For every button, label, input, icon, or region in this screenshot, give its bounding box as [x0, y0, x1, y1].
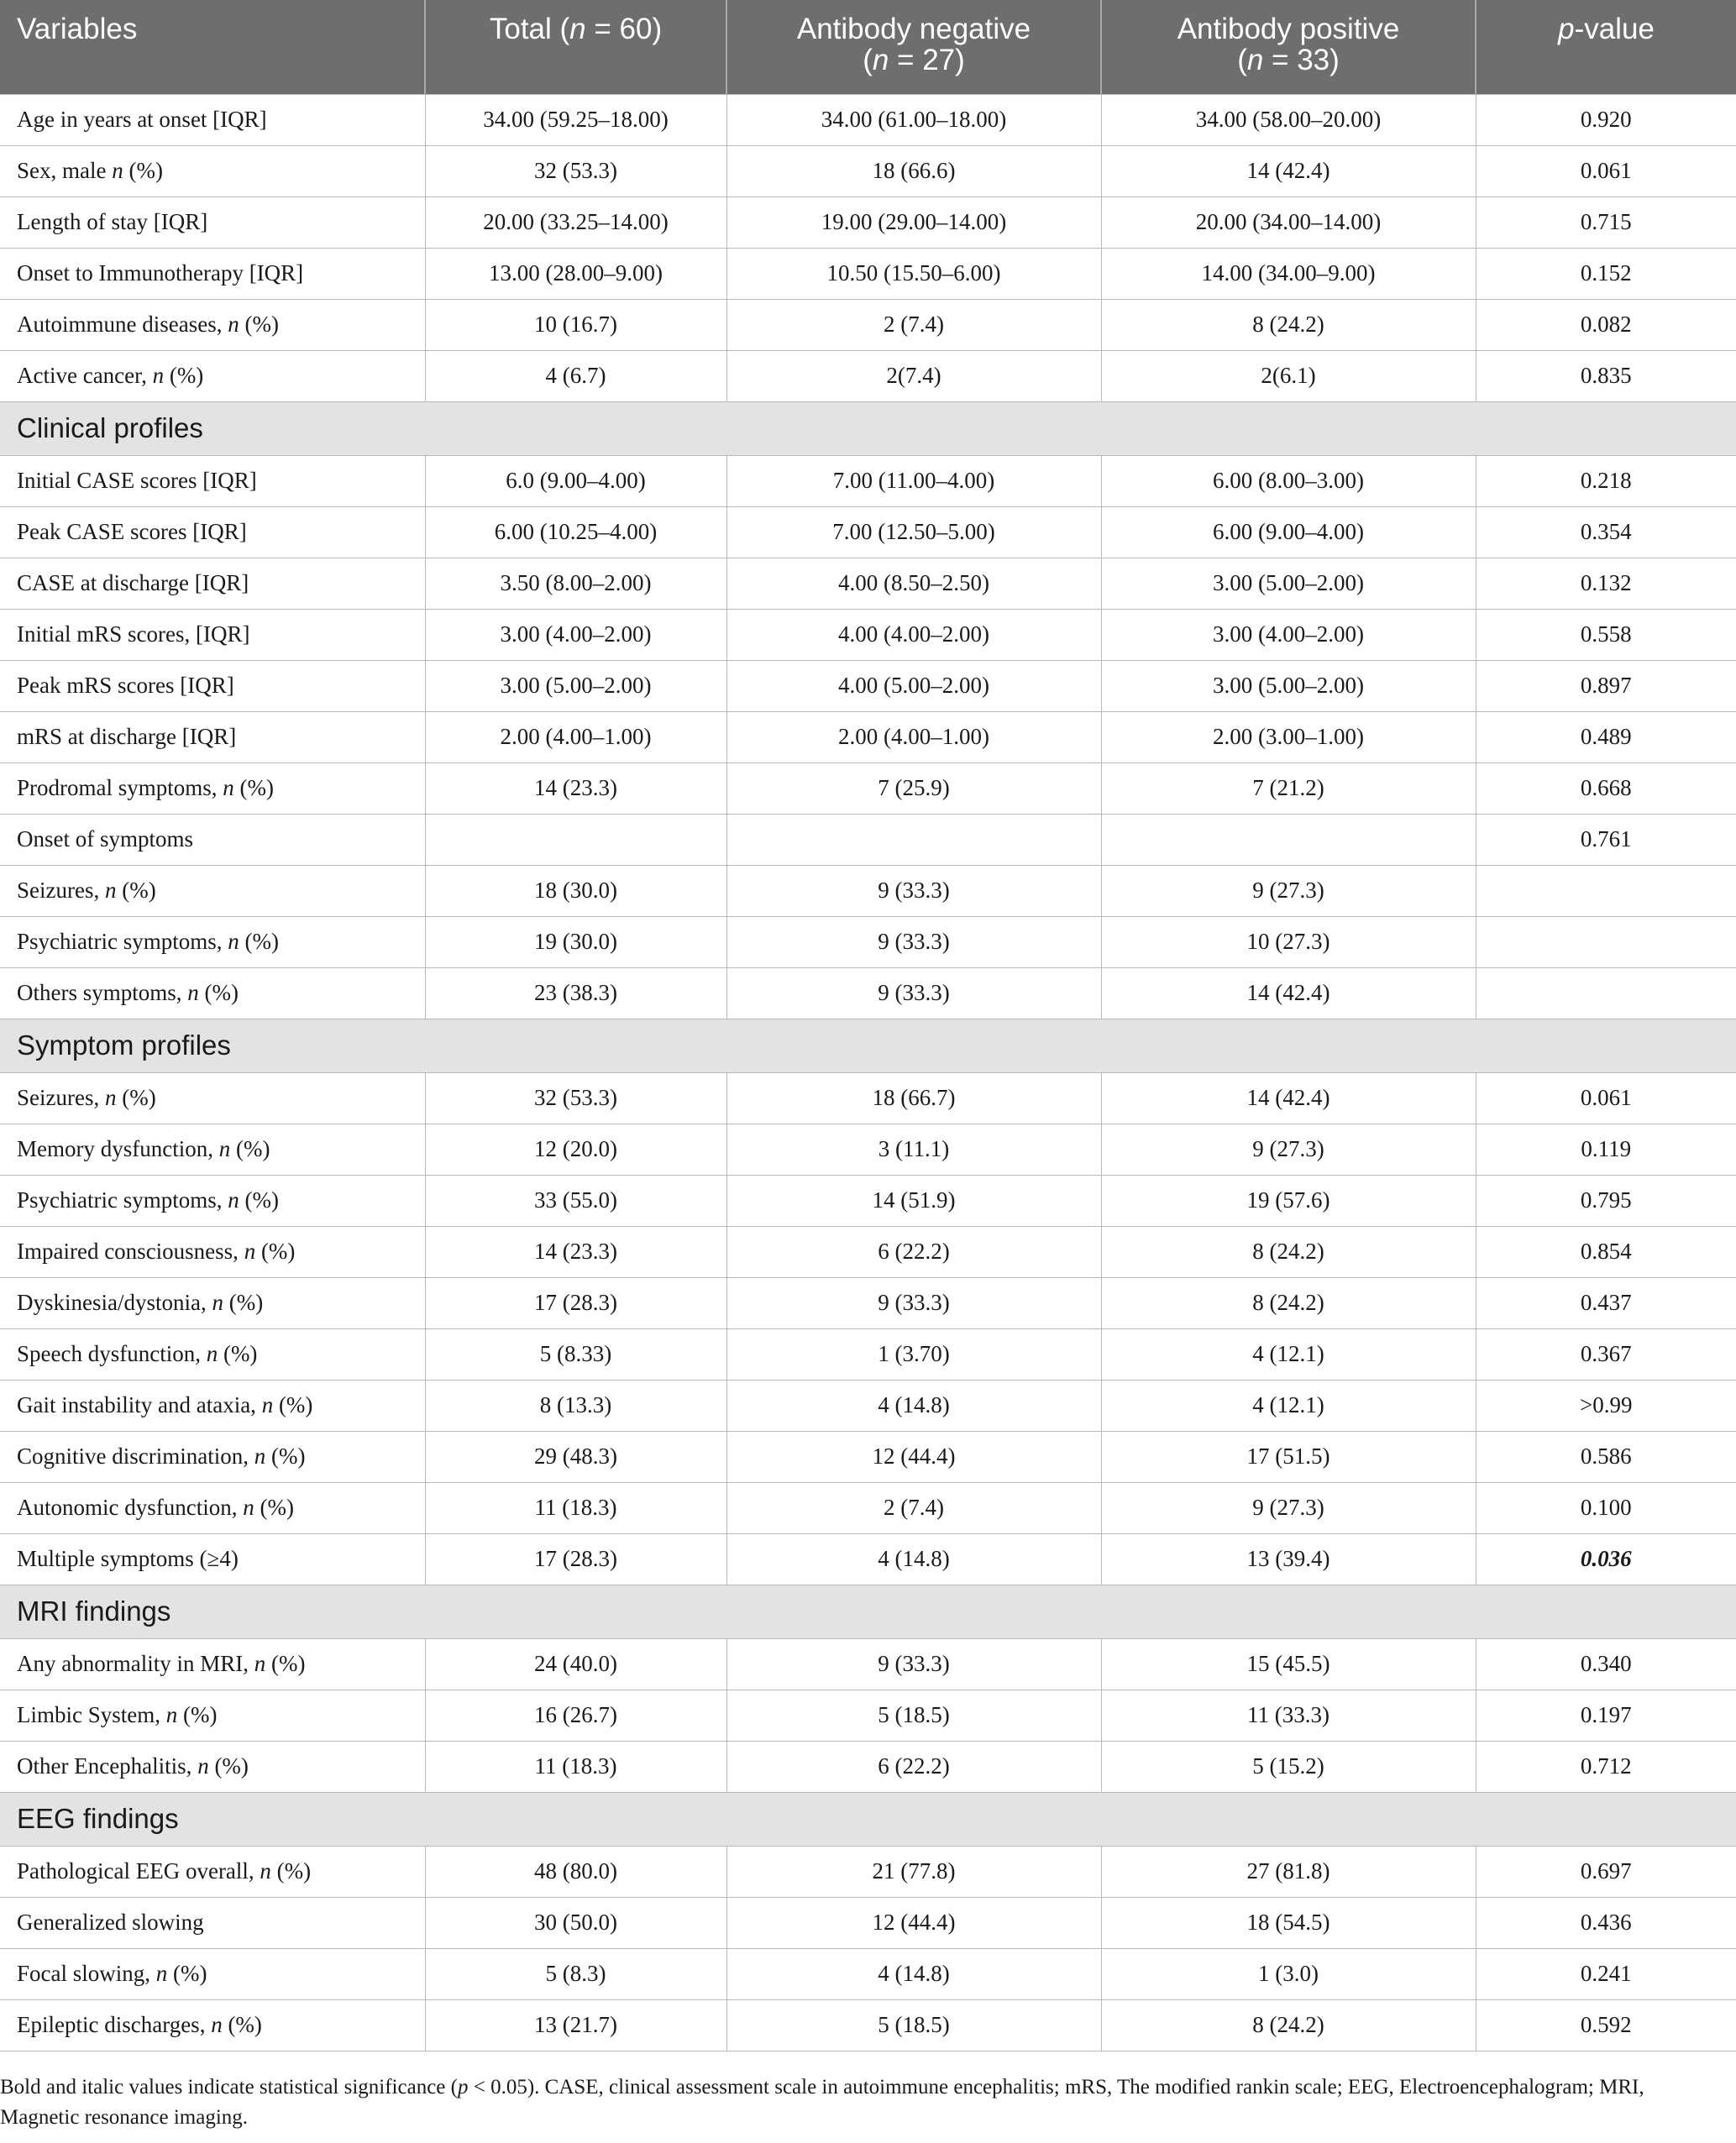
cell-antibody-positive: 3.00 (5.00–2.00): [1101, 660, 1476, 711]
cell-p-value: 0.218: [1476, 455, 1736, 506]
cell-p-value: [1476, 967, 1736, 1019]
cell-total: 3.00 (4.00–2.00): [425, 609, 726, 660]
cell-antibody-negative: [726, 814, 1101, 865]
cell-p-value: [1476, 916, 1736, 967]
cell-antibody-negative: 7.00 (12.50–5.00): [726, 506, 1101, 558]
table-row: [0, 1638, 1736, 1690]
cell-antibody-positive: 8 (24.2): [1101, 1999, 1476, 2051]
cell-antibody-negative: 4.00 (5.00–2.00): [726, 660, 1101, 711]
row-label: Multiple symptoms (≥4): [0, 1533, 425, 1585]
row-label: Epileptic discharges, n (%): [0, 1999, 425, 2051]
cell-antibody-negative: 4 (14.8): [726, 1533, 1101, 1585]
cell-antibody-positive: 9 (27.3): [1101, 865, 1476, 916]
cell-antibody-positive: 14 (42.4): [1101, 967, 1476, 1019]
row-label: Seizures, n (%): [0, 1072, 425, 1124]
cell-p-value: 0.668: [1476, 762, 1736, 814]
cell-antibody-positive: 11 (33.3): [1101, 1690, 1476, 1741]
table-row: [0, 506, 1736, 558]
cell-antibody-positive: 18 (54.5): [1101, 1897, 1476, 1948]
row-label: Initial mRS scores, [IQR]: [0, 609, 425, 660]
cell-p-value: 0.436: [1476, 1897, 1736, 1948]
cell-total: 11 (18.3): [425, 1741, 726, 1792]
cell-p-value: 0.715: [1476, 196, 1736, 248]
cell-total: 6.0 (9.00–4.00): [425, 455, 726, 506]
cell-total: 24 (40.0): [425, 1638, 726, 1690]
cell-antibody-positive: 14 (42.4): [1101, 1072, 1476, 1124]
table-footnote: Bold and italic values indicate statistical significance (p < 0.05). CASE, clinical assessment scale in autoimmune encephalitis; mRS, The modified rankin scale; EEG, Electroencephalogram; MRI, Magnetic resonance imaging.: [0, 2076, 1644, 2129]
cell-p-value: 0.712: [1476, 1741, 1736, 1792]
row-label: Onset of symptoms: [0, 814, 425, 865]
cell-antibody-negative: 9 (33.3): [726, 865, 1101, 916]
header-total: Total (n = 60): [425, 0, 726, 94]
cell-total: 34.00 (59.25–18.00): [425, 94, 726, 145]
cell-antibody-positive: 9 (27.3): [1101, 1482, 1476, 1533]
cell-p-value: 0.100: [1476, 1482, 1736, 1533]
cell-p-value: 0.437: [1476, 1277, 1736, 1328]
cell-antibody-positive: 14 (42.4): [1101, 145, 1476, 196]
cell-antibody-negative: 19.00 (29.00–14.00): [726, 196, 1101, 248]
header-p-value: p-value: [1476, 0, 1736, 94]
cell-antibody-positive: 20.00 (34.00–14.00): [1101, 196, 1476, 248]
cell-total: 33 (55.0): [425, 1175, 726, 1226]
row-label: Autoimmune diseases, n (%): [0, 299, 425, 350]
table-row: [0, 1690, 1736, 1741]
table-row: [0, 916, 1736, 967]
cell-antibody-negative: 12 (44.4): [726, 1897, 1101, 1948]
cell-p-value: 0.082: [1476, 299, 1736, 350]
row-label: Peak mRS scores [IQR]: [0, 660, 425, 711]
cell-p-value: 0.835: [1476, 350, 1736, 401]
table-header: [0, 0, 1736, 94]
cell-total: 6.00 (10.25–4.00): [425, 506, 726, 558]
row-label: CASE at discharge [IQR]: [0, 558, 425, 609]
row-label: mRS at discharge [IQR]: [0, 711, 425, 762]
row-label: Other Encephalitis, n (%): [0, 1741, 425, 1792]
row-label: Seizures, n (%): [0, 865, 425, 916]
header-row: [0, 0, 1736, 94]
section-label: EEG findings: [0, 1792, 1736, 1846]
table-row: [0, 1328, 1736, 1380]
row-label: Focal slowing, n (%): [0, 1948, 425, 1999]
cell-antibody-negative: 3 (11.1): [726, 1124, 1101, 1175]
cell-antibody-negative: 4.00 (4.00–2.00): [726, 609, 1101, 660]
table-row: [0, 1741, 1736, 1792]
cell-antibody-negative: 4 (14.8): [726, 1948, 1101, 1999]
cell-antibody-positive: 8 (24.2): [1101, 299, 1476, 350]
table-row: [0, 814, 1736, 865]
cell-p-value: >0.99: [1476, 1380, 1736, 1431]
cell-antibody-negative: 6 (22.2): [726, 1741, 1101, 1792]
cell-antibody-negative: 2 (7.4): [726, 299, 1101, 350]
cell-total: 13 (21.7): [425, 1999, 726, 2051]
table-row: [0, 145, 1736, 196]
table-row: [0, 967, 1736, 1019]
row-label: Any abnormality in MRI, n (%): [0, 1638, 425, 1690]
table-row: [0, 350, 1736, 401]
cell-antibody-negative: 34.00 (61.00–18.00): [726, 94, 1101, 145]
row-label: Limbic System, n (%): [0, 1690, 425, 1741]
row-label: Impaired consciousness, n (%): [0, 1226, 425, 1277]
cell-antibody-positive: 7 (21.2): [1101, 762, 1476, 814]
table-row: [0, 1226, 1736, 1277]
cell-total: 18 (30.0): [425, 865, 726, 916]
cell-p-value: 0.061: [1476, 1072, 1736, 1124]
row-label: Speech dysfunction, n (%): [0, 1328, 425, 1380]
row-label: Psychiatric symptoms, n (%): [0, 1175, 425, 1226]
row-label: Generalized slowing: [0, 1897, 425, 1948]
cell-antibody-positive: 3.00 (5.00–2.00): [1101, 558, 1476, 609]
table-row: [0, 711, 1736, 762]
cell-antibody-negative: 5 (18.5): [726, 1690, 1101, 1741]
cell-antibody-negative: 7.00 (11.00–4.00): [726, 455, 1101, 506]
cell-total: 12 (20.0): [425, 1124, 726, 1175]
cell-antibody-negative: 21 (77.8): [726, 1846, 1101, 1897]
cell-antibody-positive: 34.00 (58.00–20.00): [1101, 94, 1476, 145]
table-row: [0, 1948, 1736, 1999]
table-row: [0, 1124, 1736, 1175]
cell-antibody-positive: 2.00 (3.00–1.00): [1101, 711, 1476, 762]
cell-antibody-negative: 9 (33.3): [726, 1277, 1101, 1328]
cell-total: 3.00 (5.00–2.00): [425, 660, 726, 711]
cell-total: 19 (30.0): [425, 916, 726, 967]
header-variables: Variables: [0, 0, 425, 94]
cell-antibody-positive: [1101, 814, 1476, 865]
cell-p-value: 0.489: [1476, 711, 1736, 762]
cell-total: 16 (26.7): [425, 1690, 726, 1741]
cell-total: 23 (38.3): [425, 967, 726, 1019]
section-header-row: [0, 401, 1736, 455]
section-label: MRI findings: [0, 1585, 1736, 1638]
section-header-row: [0, 1019, 1736, 1072]
row-label: Dyskinesia/dystonia, n (%): [0, 1277, 425, 1328]
cell-p-value: 0.920: [1476, 94, 1736, 145]
table-row: [0, 248, 1736, 299]
header-antibody-positive: Antibody positive (n = 33): [1101, 0, 1476, 94]
cell-p-value: 0.340: [1476, 1638, 1736, 1690]
cell-total: 14 (23.3): [425, 1226, 726, 1277]
cell-p-value: 0.197: [1476, 1690, 1736, 1741]
table-row: [0, 1175, 1736, 1226]
cell-total: 30 (50.0): [425, 1897, 726, 1948]
section-label: Clinical profiles: [0, 401, 1736, 455]
cell-p-value: 0.897: [1476, 660, 1736, 711]
cell-antibody-positive: 2(6.1): [1101, 350, 1476, 401]
cell-total: 3.50 (8.00–2.00): [425, 558, 726, 609]
row-label: Length of stay [IQR]: [0, 196, 425, 248]
cell-total: 14 (23.3): [425, 762, 726, 814]
cell-antibody-positive: 10 (27.3): [1101, 916, 1476, 967]
cell-p-value: 0.132: [1476, 558, 1736, 609]
cell-p-value: 0.592: [1476, 1999, 1736, 2051]
cell-antibody-positive: 6.00 (8.00–3.00): [1101, 455, 1476, 506]
cell-antibody-positive: 15 (45.5): [1101, 1638, 1476, 1690]
cell-total: 8 (13.3): [425, 1380, 726, 1431]
cell-antibody-positive: 9 (27.3): [1101, 1124, 1476, 1175]
cell-total: 17 (28.3): [425, 1533, 726, 1585]
table-row: [0, 609, 1736, 660]
cell-antibody-negative: 2(7.4): [726, 350, 1101, 401]
cell-antibody-positive: 17 (51.5): [1101, 1431, 1476, 1482]
cell-antibody-negative: 7 (25.9): [726, 762, 1101, 814]
cell-antibody-positive: 14.00 (34.00–9.00): [1101, 248, 1476, 299]
cell-total: 2.00 (4.00–1.00): [425, 711, 726, 762]
row-label: Sex, male n (%): [0, 145, 425, 196]
cell-antibody-positive: 6.00 (9.00–4.00): [1101, 506, 1476, 558]
cell-p-value: 0.036: [1476, 1533, 1736, 1585]
row-label: Peak CASE scores [IQR]: [0, 506, 425, 558]
cell-antibody-negative: 9 (33.3): [726, 916, 1101, 967]
cell-total: [425, 814, 726, 865]
cell-p-value: 0.367: [1476, 1328, 1736, 1380]
cell-p-value: 0.558: [1476, 609, 1736, 660]
cell-antibody-negative: 18 (66.7): [726, 1072, 1101, 1124]
row-label: Psychiatric symptoms, n (%): [0, 916, 425, 967]
cell-antibody-negative: 10.50 (15.50–6.00): [726, 248, 1101, 299]
cell-antibody-negative: 9 (33.3): [726, 1638, 1101, 1690]
table-row: [0, 1897, 1736, 1948]
cell-p-value: 0.795: [1476, 1175, 1736, 1226]
cell-total: 32 (53.3): [425, 1072, 726, 1124]
cell-total: 48 (80.0): [425, 1846, 726, 1897]
section-header-row: [0, 1585, 1736, 1638]
cell-p-value: [1476, 865, 1736, 916]
cell-antibody-positive: 3.00 (4.00–2.00): [1101, 609, 1476, 660]
row-label: Active cancer, n (%): [0, 350, 425, 401]
cell-antibody-negative: 6 (22.2): [726, 1226, 1101, 1277]
table-row: [0, 660, 1736, 711]
cell-antibody-negative: 1 (3.70): [726, 1328, 1101, 1380]
cell-p-value: 0.241: [1476, 1948, 1736, 1999]
table-row: [0, 1431, 1736, 1482]
cell-antibody-negative: 4 (14.8): [726, 1380, 1101, 1431]
table-row: [0, 94, 1736, 145]
cell-antibody-positive: 27 (81.8): [1101, 1846, 1476, 1897]
cell-antibody-negative: 5 (18.5): [726, 1999, 1101, 2051]
row-label: Initial CASE scores [IQR]: [0, 455, 425, 506]
cell-antibody-negative: 2.00 (4.00–1.00): [726, 711, 1101, 762]
cell-antibody-negative: 2 (7.4): [726, 1482, 1101, 1533]
row-label: Autonomic dysfunction, n (%): [0, 1482, 425, 1533]
row-label: Memory dysfunction, n (%): [0, 1124, 425, 1175]
cell-total: 13.00 (28.00–9.00): [425, 248, 726, 299]
cell-antibody-positive: 5 (15.2): [1101, 1741, 1476, 1792]
table-row: [0, 762, 1736, 814]
cell-p-value: 0.354: [1476, 506, 1736, 558]
table-row: [0, 1380, 1736, 1431]
cell-p-value: 0.152: [1476, 248, 1736, 299]
cell-p-value: 0.761: [1476, 814, 1736, 865]
table-row: [0, 558, 1736, 609]
cell-total: 29 (48.3): [425, 1431, 726, 1482]
row-label: Pathological EEG overall, n (%): [0, 1846, 425, 1897]
cell-antibody-negative: 12 (44.4): [726, 1431, 1101, 1482]
row-label: Others symptoms, n (%): [0, 967, 425, 1019]
row-label: Onset to Immunotherapy [IQR]: [0, 248, 425, 299]
cell-total: 5 (8.3): [425, 1948, 726, 1999]
cell-total: 17 (28.3): [425, 1277, 726, 1328]
section-header-row: [0, 1792, 1736, 1846]
cell-total: 32 (53.3): [425, 145, 726, 196]
cell-antibody-positive: 8 (24.2): [1101, 1277, 1476, 1328]
row-label: Gait instability and ataxia, n (%): [0, 1380, 425, 1431]
cell-total: 20.00 (33.25–14.00): [425, 196, 726, 248]
cell-p-value: 0.119: [1476, 1124, 1736, 1175]
cell-antibody-negative: 4.00 (8.50–2.50): [726, 558, 1101, 609]
table-row: [0, 1846, 1736, 1897]
table-body: [0, 94, 1736, 2051]
cell-antibody-positive: 4 (12.1): [1101, 1328, 1476, 1380]
cell-antibody-positive: 4 (12.1): [1101, 1380, 1476, 1431]
cell-antibody-positive: 13 (39.4): [1101, 1533, 1476, 1585]
table-row: [0, 1072, 1736, 1124]
section-label: Symptom profiles: [0, 1019, 1736, 1072]
table-row: [0, 865, 1736, 916]
cell-p-value: 0.697: [1476, 1846, 1736, 1897]
cell-total: 10 (16.7): [425, 299, 726, 350]
cell-antibody-negative: 14 (51.9): [726, 1175, 1101, 1226]
table-row: [0, 1533, 1736, 1585]
header-antibody-negative: Antibody negative (n = 27): [726, 0, 1101, 94]
row-label: Age in years at onset [IQR]: [0, 94, 425, 145]
cell-p-value: 0.586: [1476, 1431, 1736, 1482]
table-row: [0, 1999, 1736, 2051]
row-label: Cognitive discrimination, n (%): [0, 1431, 425, 1482]
cell-p-value: 0.854: [1476, 1226, 1736, 1277]
cell-antibody-negative: 9 (33.3): [726, 967, 1101, 1019]
table-row: [0, 299, 1736, 350]
cell-p-value: 0.061: [1476, 145, 1736, 196]
cell-antibody-positive: 1 (3.0): [1101, 1948, 1476, 1999]
table-row: [0, 1277, 1736, 1328]
table-row: [0, 196, 1736, 248]
cell-total: 4 (6.7): [425, 350, 726, 401]
cell-antibody-positive: 19 (57.6): [1101, 1175, 1476, 1226]
cell-antibody-positive: 8 (24.2): [1101, 1226, 1476, 1277]
table-row: [0, 455, 1736, 506]
cell-total: 5 (8.33): [425, 1328, 726, 1380]
cell-antibody-negative: 18 (66.6): [726, 145, 1101, 196]
row-label: Prodromal symptoms, n (%): [0, 762, 425, 814]
table-row: [0, 1482, 1736, 1533]
cell-total: 11 (18.3): [425, 1482, 726, 1533]
